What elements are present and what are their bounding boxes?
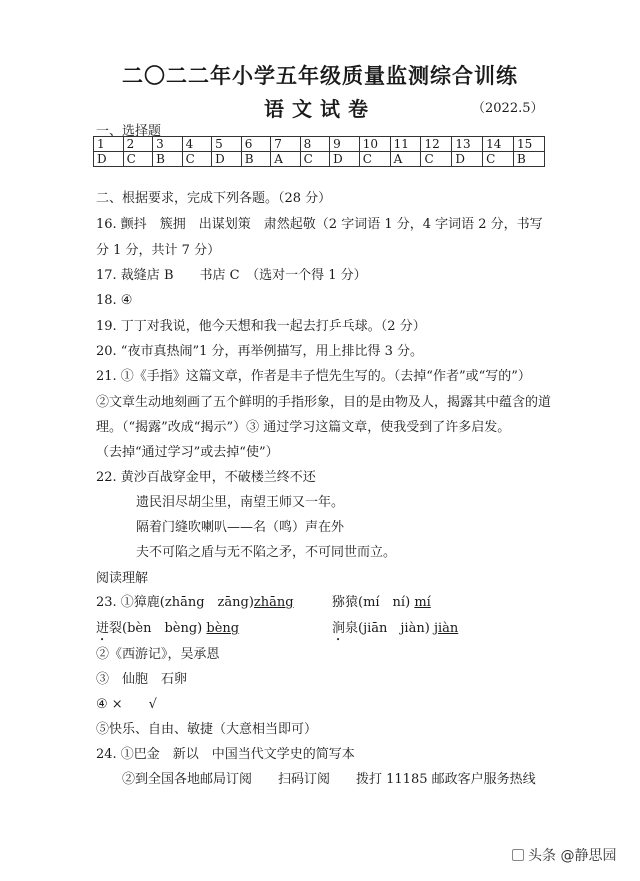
q24-line2: ②到全国各地邮局订阅 扫码订阅 拨打 11185 邮政客户服务热线 xyxy=(122,772,536,787)
q23-word: 泉(jiān jiàn) xyxy=(345,621,430,636)
q23-line1-right xyxy=(332,594,431,612)
answer-cell: C xyxy=(421,152,452,167)
q21-line3: 理。（“揭露”改成“揭示”）③ 通过学习这篇文章，使我受到了许多启发。 xyxy=(96,420,511,435)
question-number-cell: 13 xyxy=(452,137,483,152)
q18: 18. ④ xyxy=(96,293,133,308)
q22-line3: 隔着门缝吹喇叭——名（鸣）声在外 xyxy=(136,520,345,535)
q23-line2-right xyxy=(332,620,458,644)
q21-line4: （去掉“通过学习”或去掉“使”） xyxy=(96,445,279,460)
q23-part3: ③ 仙胞 石卵 xyxy=(96,672,188,687)
question-number-cell: 2 xyxy=(123,137,153,152)
answer-cell: B xyxy=(241,152,270,167)
answer-cell: B xyxy=(514,152,545,167)
q23-line2-left xyxy=(96,620,239,644)
page-title: 二〇二二年小学五年级质量监测综合训练 xyxy=(122,63,518,88)
q21-line2: ②文章生动地刻画了五个鲜明的手指形象，目的是由物及人，揭露其中蕴含的道 xyxy=(96,395,552,410)
watermark xyxy=(512,845,616,865)
question-number-cell: 3 xyxy=(153,137,182,152)
q23-word: 裂(bèn bèng) xyxy=(109,621,203,636)
answer-cell: A xyxy=(390,152,421,167)
question-number-cell: 10 xyxy=(359,137,390,152)
q23-pinyin-answer: mí xyxy=(414,595,431,610)
answer-cell: D xyxy=(212,152,242,167)
q17: 17. 裁缝店 B 书店 C （选对一个得 1 分） xyxy=(96,268,367,283)
q23-line1-left xyxy=(96,594,294,612)
q23-word: 23. ①獐鹿(zhāng zāng) xyxy=(96,595,254,610)
question-number-cell: 5 xyxy=(212,137,242,152)
question-number-cell: 8 xyxy=(300,137,330,152)
q16-line1: 16. 颤抖 簇拥 出谋划策 肃然起敬（2 字词语 1 分，4 字词语 2 分，书写 xyxy=(96,217,543,232)
section1-heading: 一、选择题 xyxy=(96,124,162,139)
q21-line1: 21. ①《手指》这篇文章，作者是丰子恺先生写的。（去掉“作者”或“写的”） xyxy=(96,369,531,384)
answer-table-answer-row xyxy=(94,152,545,167)
question-number-cell: 1 xyxy=(94,137,124,152)
page-subtitle: 语文试卷 xyxy=(264,97,376,121)
q19: 19. 丁丁对我说，他今天想和我一起去打乒乓球。（2 分） xyxy=(96,319,426,334)
section2-heading: 二、根据要求，完成下列各题。（28 分） xyxy=(96,191,332,206)
q23-pinyin-answer: zhāng xyxy=(253,595,294,610)
reading-heading: 阅读理解 xyxy=(96,571,149,586)
answer-cell: C xyxy=(123,152,153,167)
answer-cell: C xyxy=(182,152,212,167)
q22-line4: 夫不可陷之盾与无不陷之矛，不可同世而立。 xyxy=(136,545,397,560)
q23-word: 猕猿(mí ní) xyxy=(332,595,411,610)
question-number-cell: 14 xyxy=(483,137,514,152)
answer-cell: C xyxy=(483,152,514,167)
q16-line2: 分 1 分，共计 7 分） xyxy=(96,243,221,258)
q24-line1: 24. ①巴金 新以 中国当代文学史的简写本 xyxy=(96,747,355,762)
q23-dotted-char: 涧 xyxy=(332,621,346,636)
q22-line2: 遗民泪尽胡尘里，南望王师又一年。 xyxy=(136,495,345,510)
answer-table-number-row xyxy=(94,137,545,152)
toutiao-logo-icon xyxy=(512,849,524,861)
q23-dotted-char: 迸 xyxy=(96,621,110,636)
q23-part2: ②《西游记》，吴承恩 xyxy=(96,647,220,662)
watermark-text: 头条 @静思园 xyxy=(528,848,617,864)
q23-part4: ④ × √ xyxy=(96,697,157,712)
exam-date: （2022.5） xyxy=(472,101,544,116)
q23-pinyin-answer: jiàn xyxy=(433,621,459,636)
answer-cell: C xyxy=(300,152,330,167)
question-number-cell: 4 xyxy=(182,137,212,152)
q23-part5: ⑤快乐、自由、敏捷（大意相当即可） xyxy=(96,722,318,737)
question-number-cell: 11 xyxy=(390,137,421,152)
answer-cell: B xyxy=(153,152,182,167)
q22-line1: 22. 黄沙百战穿金甲，不破楼兰终不还 xyxy=(96,470,316,485)
question-number-cell: 15 xyxy=(514,137,545,152)
question-number-cell: 12 xyxy=(421,137,452,152)
answer-cell: D xyxy=(452,152,483,167)
answer-cell: D xyxy=(330,152,360,167)
answer-cell: D xyxy=(94,152,124,167)
question-number-cell: 7 xyxy=(271,137,300,152)
question-number-cell: 9 xyxy=(330,137,360,152)
answer-table xyxy=(93,136,545,167)
answer-cell: C xyxy=(359,152,390,167)
answer-cell: A xyxy=(271,152,300,167)
q20: 20. “夜市真热闹”1 分，再举例描写，用上排比得 3 分。 xyxy=(96,344,424,359)
q23-pinyin-answer: bèng xyxy=(206,621,240,636)
question-number-cell: 6 xyxy=(241,137,270,152)
